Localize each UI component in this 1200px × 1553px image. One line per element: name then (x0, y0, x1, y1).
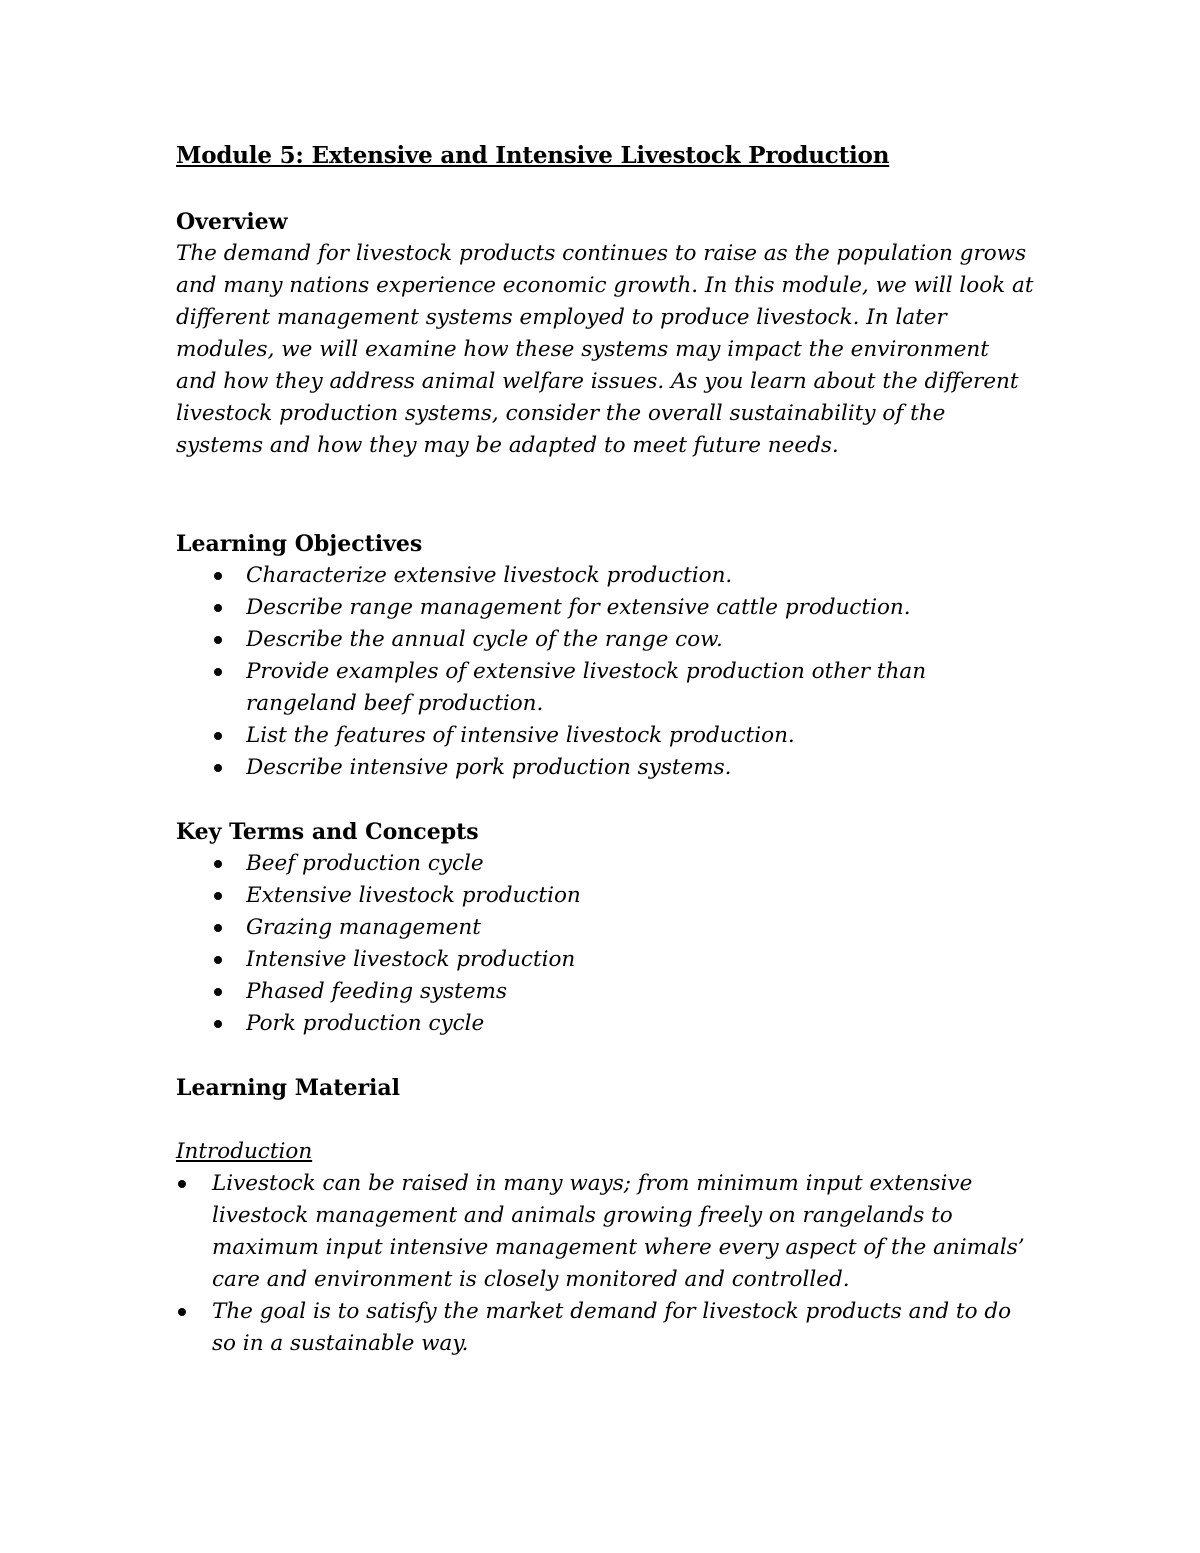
list-item: Pork production cycle (176, 1008, 1036, 1040)
list-item: Extensive livestock production (176, 880, 1036, 912)
overview-heading: Overview (176, 209, 288, 235)
introduction-heading: Introduction (176, 1139, 313, 1164)
overview-text: The demand for livestock products continues to raise as the population grows and many nations experience economic growth. In this module, we will look at different management systems employed to produce livestock. In later modules, we will examine how these systems may impact the environment and how they address animal welfare issues. As you learn about the different livestock production systems, consider the overall sustainability of the systems and how they may be adapted to meet future needs. (176, 241, 1034, 458)
learning-material-heading: Learning Material (176, 1075, 401, 1101)
list-item: Describe the annual cycle of the range cow. (176, 624, 1036, 656)
list-item: Grazing management (176, 912, 1036, 944)
page-title: Module 5: Extensive and Intensive Livestock Production (176, 142, 890, 169)
learning-objectives-heading: Learning Objectives (176, 531, 423, 557)
list-item: Describe intensive pork production systems. (176, 752, 1036, 784)
list-item: Provide examples of extensive livestock production other than rangeland beef production. (176, 656, 1036, 720)
list-item: Describe range management for extensive cattle production. (176, 592, 1036, 624)
list-item: List the features of intensive livestock production. (176, 720, 1036, 752)
learning-objectives-list (176, 560, 1036, 784)
document-page (176, 140, 1036, 1360)
key-terms-heading: Key Terms and Concepts (176, 819, 479, 845)
key-terms-list (176, 848, 1036, 1040)
list-item: Intensive livestock production (176, 944, 1036, 976)
list-item: Beef production cycle (176, 848, 1036, 880)
list-item: Livestock can be raised in many ways; from minimum input extensive livestock management and animals growing freely on rangelands to maximum input intensive management where every aspect of the animals’ care and environment is closely monitored and controlled. (176, 1168, 1036, 1296)
list-item: Characterize extensive livestock production. (176, 560, 1036, 592)
list-item: Phased feeding systems (176, 976, 1036, 1008)
list-item: The goal is to satisfy the market demand for livestock products and to do so in a sustainable way. (176, 1296, 1036, 1360)
introduction-list (176, 1168, 1036, 1360)
